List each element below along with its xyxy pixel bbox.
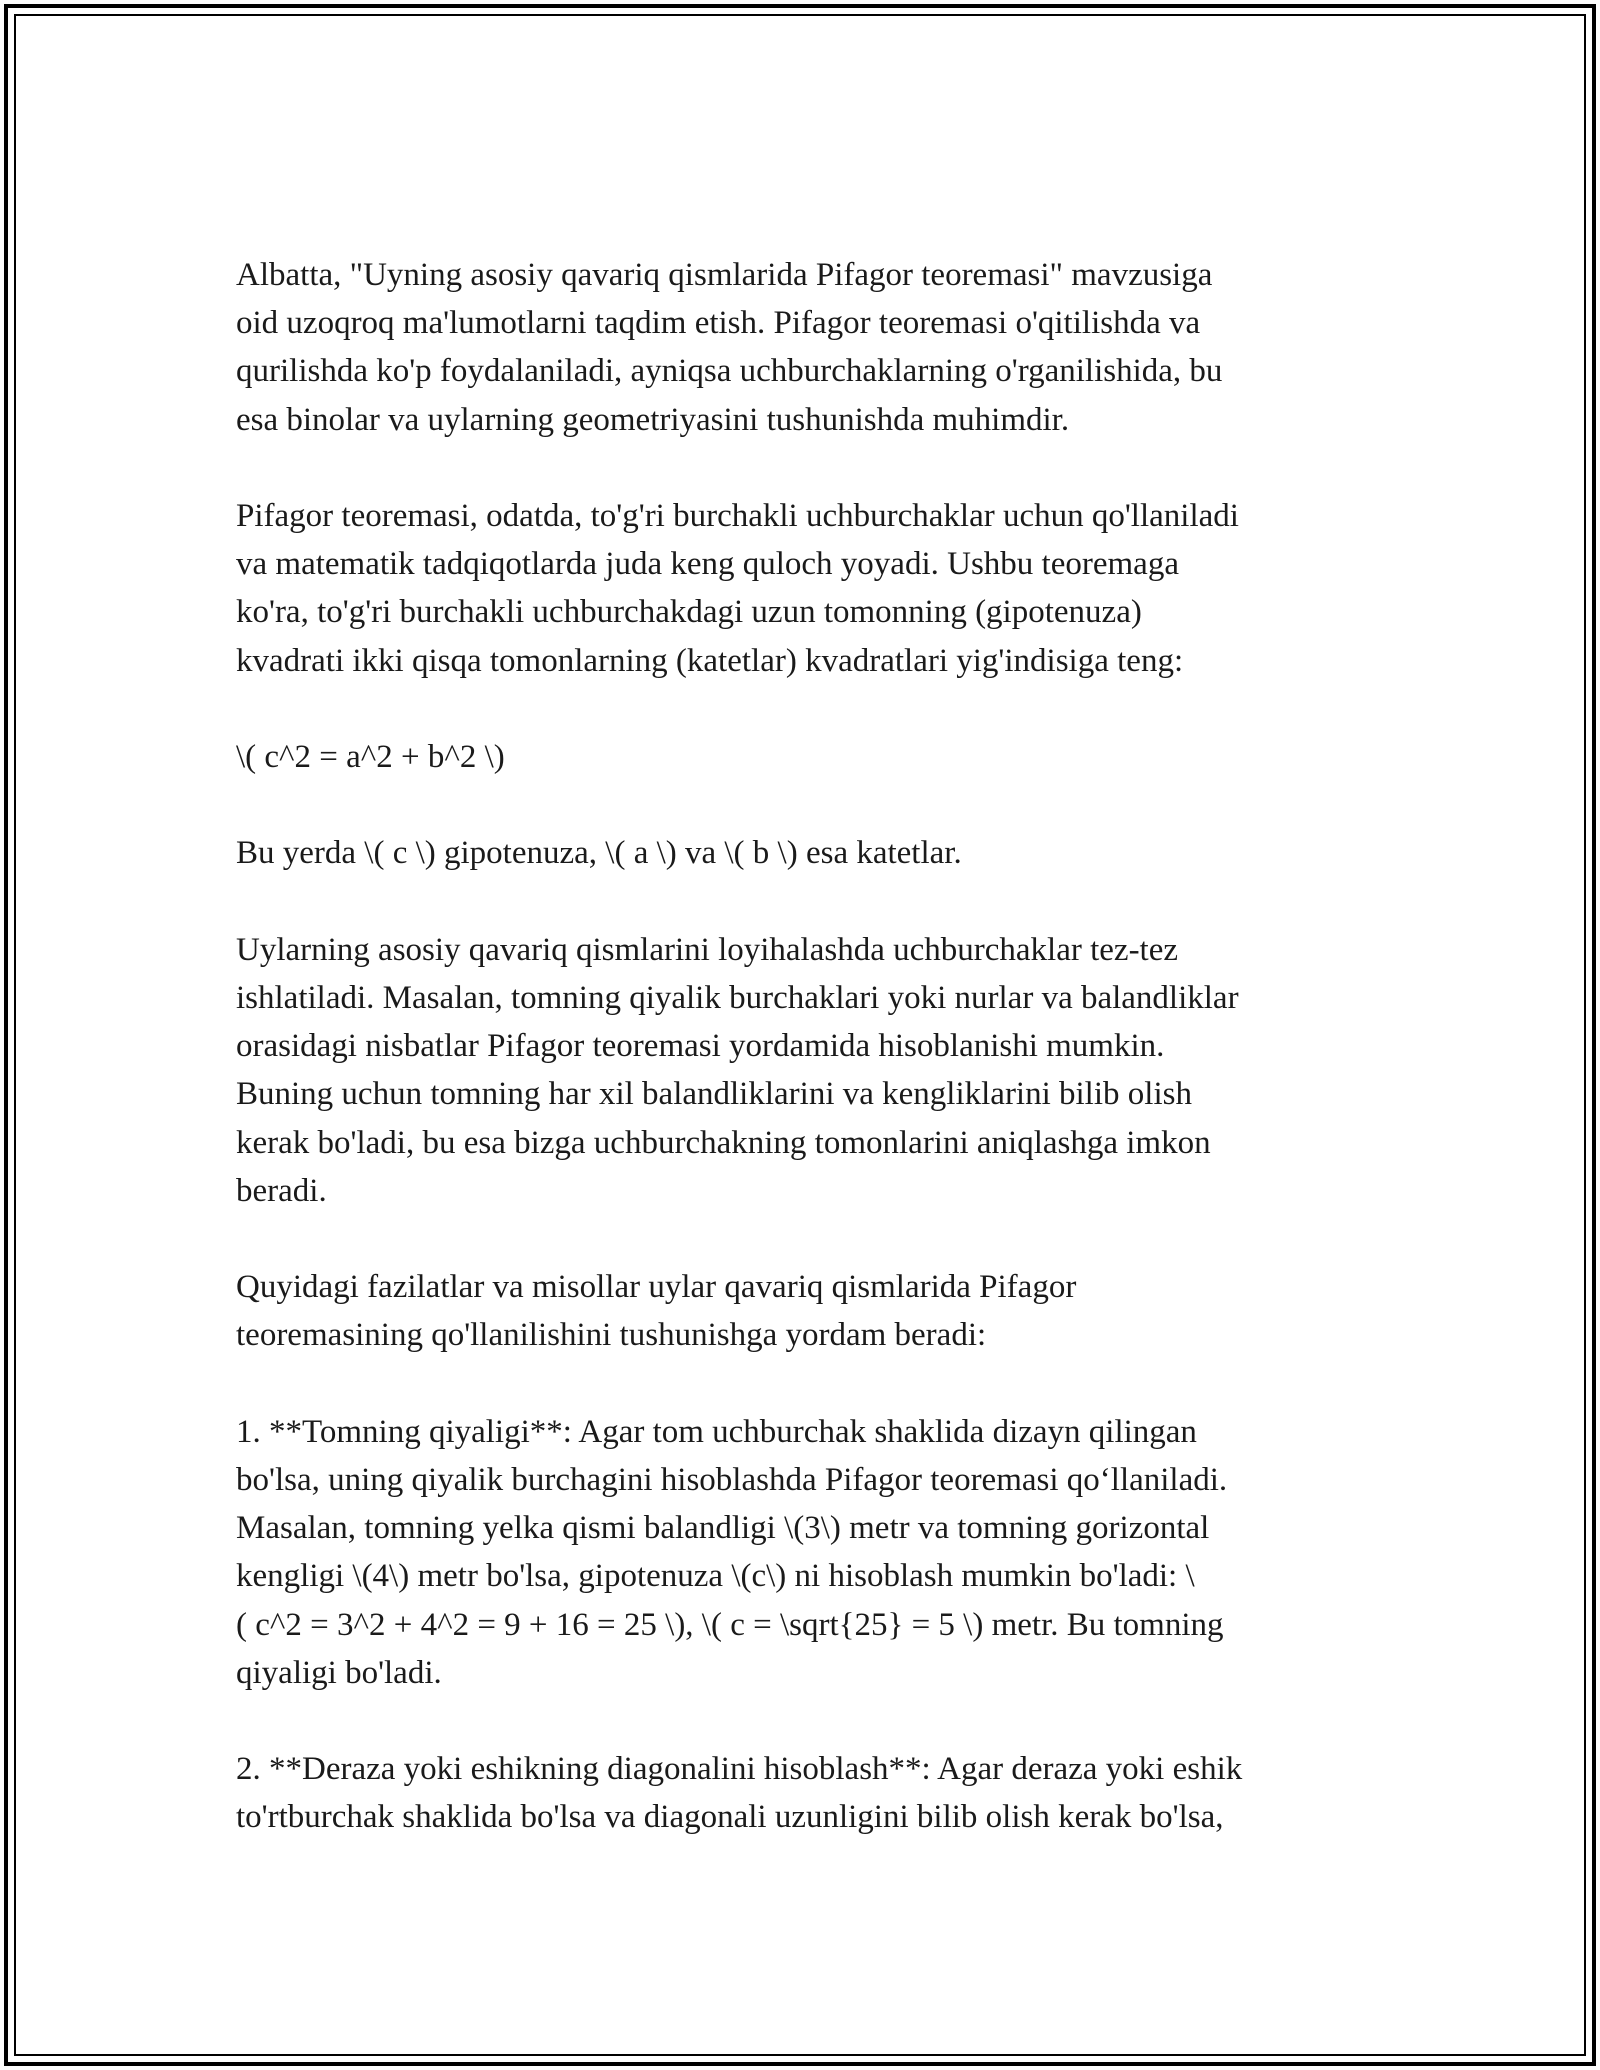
paragraph-formula-explanation: Bu yerda \( c \) gipotenuza, \( a \) va \( b \) esa katetlar. — [236, 835, 962, 872]
paragraph-house-design: Uylarning asosiy qavariq qismlarini loyihalashda uchburchaklar tez-tez ishlatiladi. Masalan, tomning qiyalik burchaklari yoki nurlar va balandliklar orasidagi nisbatlar Pifagor teoremasi yordamida hisoblanishi mumkin. Buning uchun tomning har xil balandliklarini va kengliklarini bilib olish kerak bo'ladi, bu esa bizga uchburchakning tomonlarini aniqlashga imkon beradi. — [236, 931, 1239, 1209]
paragraph-theorem-definition: Pifagor teoremasi, odatda, to'g'ri burchakli uchburchaklar uchun qo'llaniladi va matematik tadqiqotlarda juda keng quloch yoyadi. Ushbu teoremaga ko'ra, to'g'ri burchakli uchburchakdagi uzun tomonning (gipotenuza) kvadrati ikki qisqa tomonlarning (katetlar) kvadratlari yig'indisiga teng: — [236, 498, 1239, 679]
paragraph-examples-intro: Quyidagi fazilatlar va misollar uylar qavariq qismlarida Pifagor teoremasining qo'llanilishini tushunishga yordam beradi: — [236, 1269, 1077, 1354]
list-item-window-diagonal: 2. **Deraza yoki eshikning diagonalini hisoblash**: Agar deraza yoki eshik to'rtburchak shaklida bo'lsa va diagonali uzunligini bilib olish kerak bo'lsa, — [236, 1751, 1243, 1836]
list-item-roof-slope: 1. **Tomning qiyaligi**: Agar tom uchburchak shaklida dizayn qilingan bo'lsa, uning qiyalik burchagini hisoblashda Pifagor teoremasi qo‘llaniladi. Masalan, tomning yelka qismi balandligi \(3\) metr va tomning gorizontal kengligi \(4\) metr bo'lsa, gipotenuza \(c\) ni hisoblash mumkin bo'ladi: \ ( c^2 = 3^2 + 4^2 = 9 + 16 = 25 \), \( c = \sqrt{25} = 5 \) metr. Bu tomning qiyaligi bo'ladi. — [236, 1413, 1228, 1691]
document-body — [236, 251, 1376, 1890]
paragraph-formula: \( c^2 = a^2 + b^2 \) — [236, 739, 505, 775]
paragraph-intro: Albatta, "Uyning asosiy qavariq qismlarida Pifagor teoremasi" mavzusiga oid uzoqroq ma'lumotlarni taqdim etish. Pifagor teoremasi o'qitilishda va qurilishda ko'p foydalaniladi, ayniqsa uchburchaklarning o'rganilishida, bu esa binolar va uylarning geometriyasini tushunishda muhimdir. — [236, 257, 1223, 438]
